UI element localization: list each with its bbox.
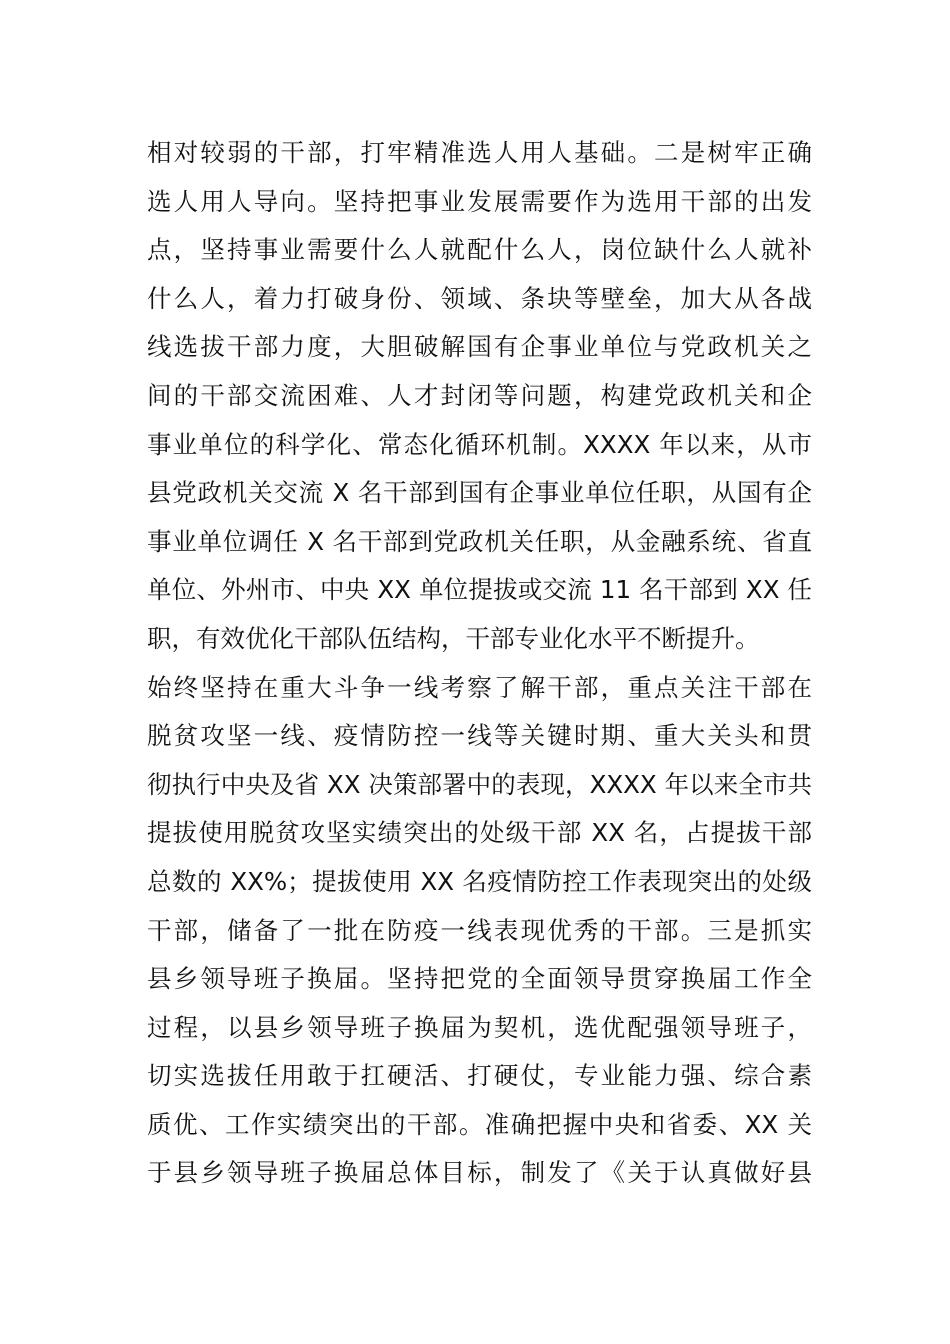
body-text	[147, 129, 812, 1198]
text-line: 选人用人导向。坚持把事业发展需要作为选用干部的出发	[147, 186, 812, 216]
text-line: 点，坚持事业需要什么人就配什么人，岗位缺什么人就补	[147, 235, 812, 265]
text-line: 于县乡领导班子换届总体目标，制发了《关于认真做好县	[147, 1158, 812, 1188]
text-line: 始终坚持在重大斗争一线考察了解干部，重点关注干部在	[147, 672, 812, 702]
text-line: 县乡领导班子换届。坚持把党的全面领导贯穿换届工作全	[147, 964, 812, 994]
text-line: 彻执行中央及省 XX 决策部署中的表现，XXXX 年以来全市共	[147, 769, 812, 799]
text-line: 相对较弱的干部，打牢精准选人用人基础。二是树牢正确	[147, 138, 812, 167]
text-line: 总数的 XX%；提拔使用 XX 名疫情防控工作表现突出的处级	[147, 866, 812, 896]
text-line: 质优、工作实绩突出的干部。准确把握中央和省委、XX 关	[147, 1109, 812, 1139]
text-line: 职，有效优化干部队伍结构，干部专业化水平不断提升。	[147, 623, 760, 653]
text-line: 提拔使用脱贫攻坚实绩突出的处级干部 XX 名，占提拔干部	[147, 818, 812, 848]
text-line: 间的干部交流困难、人才封闭等问题，构建党政机关和企	[147, 380, 812, 410]
text-line: 单位、外州市、中央 XX 单位提拔或交流 11 名干部到 XX 任	[147, 575, 812, 605]
text-line: 干部，储备了一批在防疫一线表现优秀的干部。三是抓实	[147, 915, 812, 945]
text-line: 县党政机关交流 X 名干部到国有企事业单位任职，从国有企	[147, 478, 812, 508]
text-line: 切实选拔任用敢于扛硬活、打硬仗，专业能力强、综合素	[147, 1061, 812, 1091]
text-line: 什么人，着力打破身份、领域、条块等壁垒，加大从各战	[147, 283, 812, 313]
text-line: 事业单位调任 X 名干部到党政机关任职，从金融系统、省直	[147, 526, 812, 556]
text-line: 过程，以县乡领导班子换届为契机，选优配强领导班子，	[147, 1012, 812, 1042]
text-line: 线选拔干部力度，大胆破解国有企事业单位与党政机关之	[147, 332, 812, 362]
text-line: 事业单位的科学化、常态化循环机制。XXXX 年以来，从市	[147, 429, 812, 459]
text-line: 脱贫攻坚一线、疫情防控一线等关键时期、重大关头和贯	[147, 721, 812, 751]
